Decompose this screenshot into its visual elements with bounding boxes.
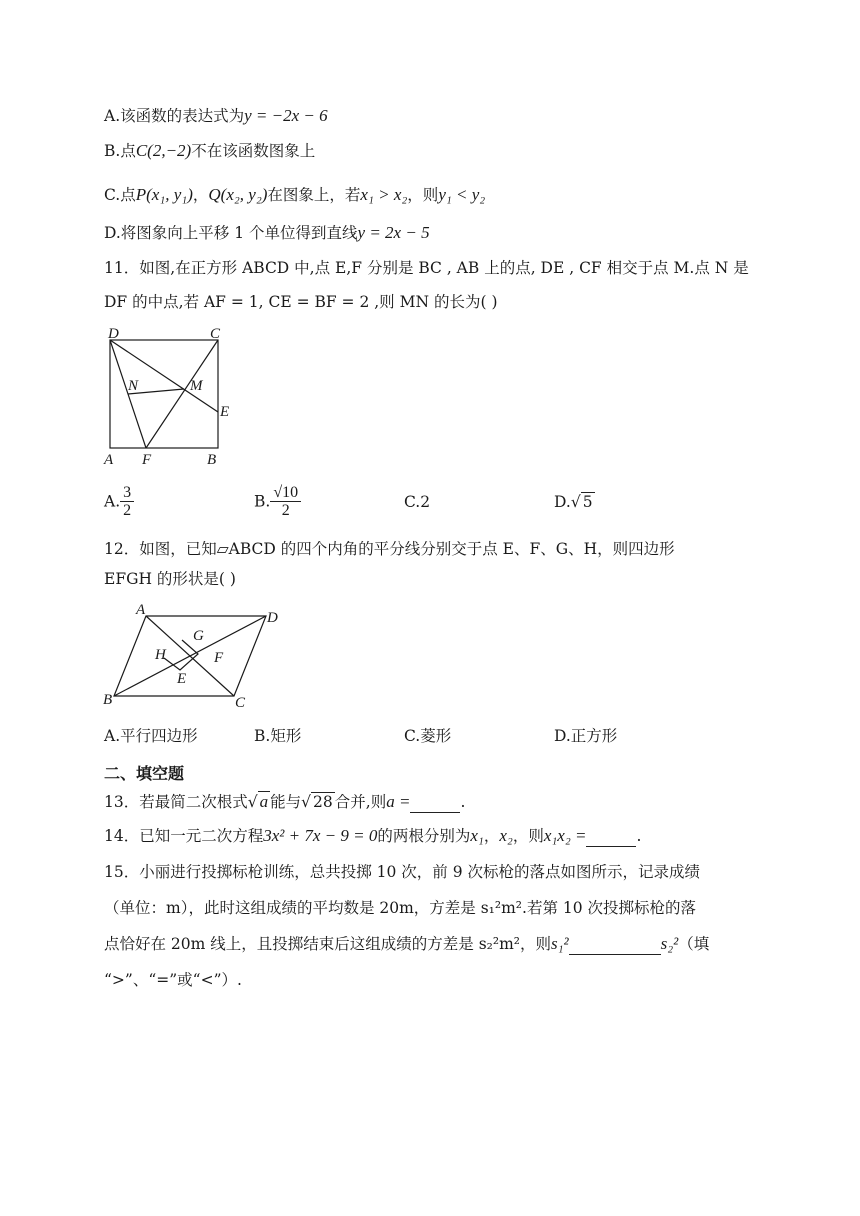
q10-b-math: C(2,−2) bbox=[135, 141, 192, 160]
q10-d-prefix: D.将图象向上平移 1 个单位得到直线 bbox=[104, 224, 358, 242]
q13-post: 合并,则 bbox=[334, 793, 387, 811]
q14-x1: x₁ bbox=[470, 826, 484, 845]
q11-stem-line1: 11．如图,在正方形 ABCD 中,点 E,F 分别是 BC , AB 上的点, DE , CF 相交于点 M.点 N 是 bbox=[104, 259, 749, 277]
q10-c-q: Q(x₂, y₂) bbox=[208, 185, 268, 204]
q13-rad2: 28 bbox=[313, 793, 333, 811]
label-e: E bbox=[177, 671, 187, 687]
segment-de bbox=[110, 340, 218, 412]
q11-option-c: C.2 bbox=[404, 493, 431, 511]
q11-d-rad: 5 bbox=[582, 493, 593, 511]
label-f: F bbox=[142, 452, 152, 468]
label-m: M bbox=[190, 378, 203, 394]
q14-end: . bbox=[636, 827, 642, 845]
q10-option-c bbox=[104, 184, 485, 206]
q12-option-c: C.菱形 bbox=[404, 727, 452, 745]
label-a: A bbox=[104, 452, 114, 468]
q12-parallelogram-figure bbox=[100, 600, 290, 712]
q11-b-num: √10 bbox=[270, 484, 301, 502]
label-c: C bbox=[210, 326, 221, 342]
q11-stem-line2: DF 的中点,若 AF = 1, CE = BF = 2 ,则 MN 的长为( ) bbox=[104, 293, 498, 311]
q15-answer-blank[interactable] bbox=[569, 954, 661, 955]
q11-a-prefix: A. bbox=[104, 492, 121, 511]
q11-b-prefix: B. bbox=[254, 492, 271, 511]
label-e: E bbox=[220, 404, 230, 420]
q14-answer-blank[interactable] bbox=[586, 846, 636, 847]
q12-stem-line2: EFGH 的形状是( ) bbox=[104, 570, 236, 588]
label-b: B bbox=[103, 692, 113, 708]
segment-cf bbox=[146, 340, 218, 448]
q14-prod: x₁x₂ = bbox=[543, 826, 587, 845]
q12-option-a: A.平行四边形 bbox=[104, 727, 198, 745]
q13-end: . bbox=[460, 793, 466, 811]
q10-b-suffix: 不在该函数图象上 bbox=[191, 142, 316, 160]
q10-option-a bbox=[104, 105, 328, 127]
label-f: F bbox=[214, 650, 224, 666]
q10-c-mid: 在图象上，若 bbox=[267, 186, 361, 204]
q14-then: ，则 bbox=[512, 827, 544, 845]
q11-d-prefix: D. bbox=[554, 493, 571, 511]
q15-line3-text: 点恰好在 20m 线上，且投掷结束后这组成绩的方差是 s₂²m²，则 bbox=[104, 935, 551, 953]
q12-option-d: D.正方形 bbox=[554, 727, 618, 745]
label-d: D bbox=[108, 326, 119, 342]
q12-stem-line1: 12．如图，已知▱ABCD 的四个内角的平分线分别交于点 E、F、G、H，则四边形 bbox=[104, 540, 675, 558]
square-abcd bbox=[110, 340, 218, 448]
q10-c-sep: ， bbox=[192, 186, 209, 204]
q11-a-den: 2 bbox=[123, 502, 132, 519]
q15-s2: s₂² bbox=[660, 934, 679, 953]
q13-line: 13．若最简二次根式√ a 能与√ 28 合并,则a = . bbox=[104, 792, 466, 811]
q11-option-a bbox=[104, 484, 134, 519]
q10-b-prefix: B.点 bbox=[104, 142, 136, 160]
section-fill-in-blank-title: 二、填空题 bbox=[104, 764, 185, 783]
q10-c-then: ，则 bbox=[407, 186, 439, 204]
q14-pre: 14．已知一元二次方程 bbox=[104, 827, 264, 845]
q13-mid: 能与 bbox=[270, 793, 302, 811]
q10-d-math: y = 2x − 5 bbox=[357, 223, 430, 242]
q15-line4: “>”、“=”或“<”）. bbox=[104, 971, 242, 989]
q10-a-math: y = −2x − 6 bbox=[244, 106, 328, 125]
label-d: D bbox=[267, 610, 278, 626]
q11-option-d: D.√ 5 bbox=[554, 493, 593, 511]
q15-line1: 15．小丽进行投掷标枪训练，总共投掷 10 次，前 9 次标枪的落点如图所示，记录成绩 bbox=[104, 863, 701, 881]
q14-mid: 的两根分别为 bbox=[377, 827, 471, 845]
q14-eq: 3x² + 7x − 9 = 0 bbox=[263, 826, 378, 845]
q10-c-prefix: C.点 bbox=[104, 186, 136, 204]
q13-answer-blank[interactable] bbox=[410, 812, 460, 813]
q15-s1: s₁² bbox=[551, 934, 569, 953]
q11-option-b bbox=[254, 484, 301, 519]
label-n: N bbox=[128, 378, 139, 394]
q14-line bbox=[104, 825, 641, 847]
label-a: A bbox=[136, 602, 146, 618]
q11-square-figure bbox=[100, 322, 240, 470]
q10-option-d bbox=[104, 222, 430, 244]
q10-a-text: A.该函数的表达式为 bbox=[104, 107, 245, 125]
q14-sep: ， bbox=[483, 827, 500, 845]
q15-line3-tail: （填 bbox=[678, 935, 710, 953]
q15-line2: （单位：m），此时这组成绩的平均数是 20m，方差是 s₁²m².若第 10 次投掷标枪的落 bbox=[104, 899, 697, 917]
q10-c-cond: x₁ > x₂ bbox=[360, 185, 408, 204]
q10-c-res: y₁ < y₂ bbox=[438, 185, 486, 204]
q10-c-p: P(x₁, y₁) bbox=[135, 185, 193, 204]
q13-eq: a = bbox=[386, 792, 411, 811]
q11-b-den: 2 bbox=[281, 502, 290, 519]
label-c: C bbox=[235, 695, 246, 711]
q14-x2: x₂ bbox=[499, 826, 513, 845]
q12-option-b: B.矩形 bbox=[254, 727, 302, 745]
q13-rad1: a bbox=[259, 792, 269, 811]
label-h: H bbox=[155, 647, 166, 663]
label-b: B bbox=[207, 452, 217, 468]
q15-line3 bbox=[104, 933, 709, 955]
segment-bd bbox=[114, 616, 266, 696]
q13-pre: 13．若最简二次根式 bbox=[104, 793, 248, 811]
label-g: G bbox=[193, 628, 204, 644]
q10-option-b bbox=[104, 140, 315, 162]
q11-a-num: 3 bbox=[120, 484, 134, 502]
